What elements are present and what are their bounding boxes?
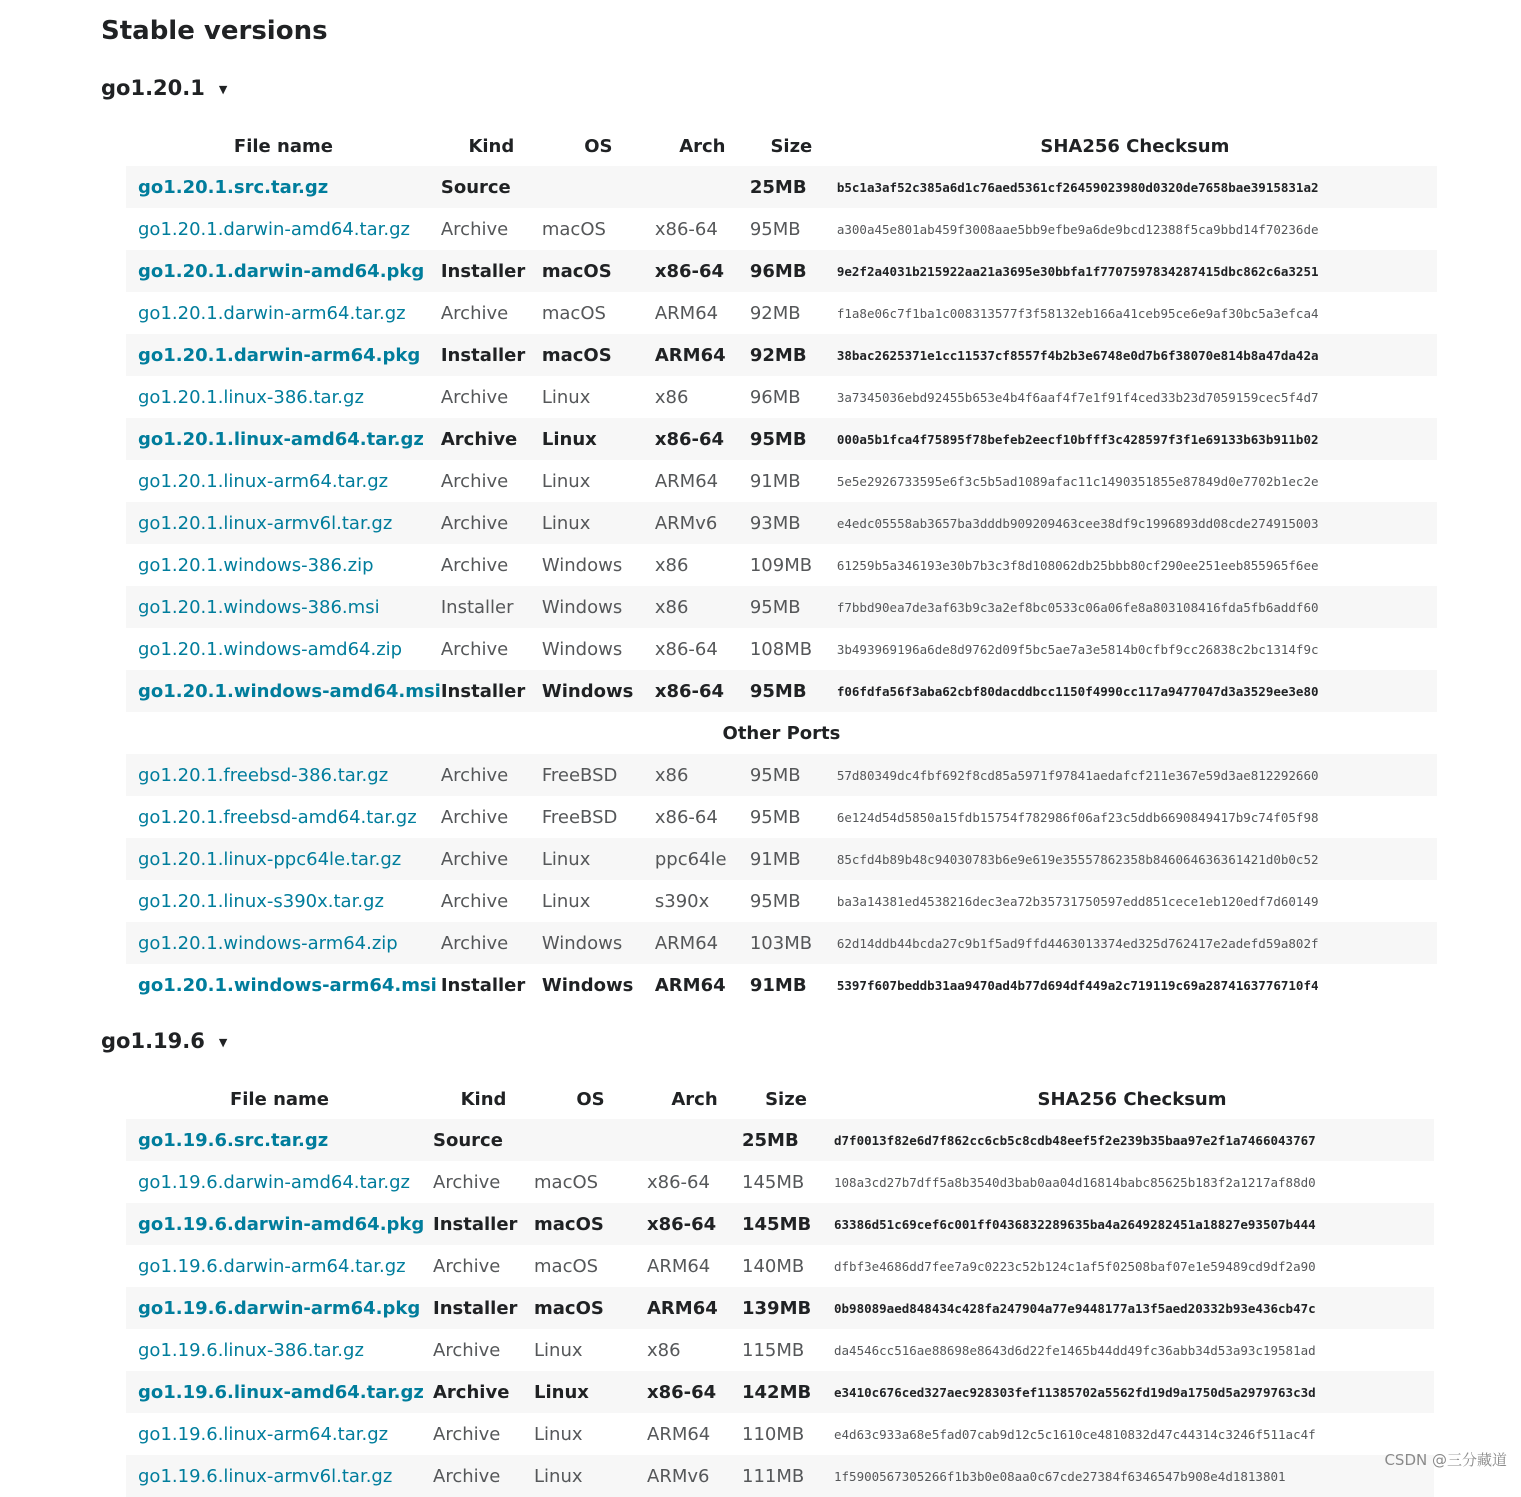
arch-cell: x86-64 <box>647 1203 742 1245</box>
table-row <box>126 1245 1434 1287</box>
kind-cell: Archive <box>441 922 542 964</box>
download-link[interactable]: go1.20.1.linux-amd64.tar.gz <box>138 428 424 450</box>
file-name-cell <box>126 1119 433 1161</box>
os-cell: Windows <box>542 670 655 712</box>
download-link[interactable]: go1.20.1.darwin-amd64.tar.gz <box>138 218 410 240</box>
download-link[interactable]: go1.19.6.src.tar.gz <box>138 1129 329 1151</box>
checksum-cell: da4546cc516ae88698e8643d6d22fe1465b44dd49fc36abb34d53a93c19581ad <box>834 1342 1316 1358</box>
download-link[interactable]: go1.20.1.linux-386.tar.gz <box>138 386 364 408</box>
table-row <box>126 292 1437 334</box>
file-name-cell <box>126 376 441 418</box>
file-name-cell <box>126 670 441 712</box>
download-link[interactable]: go1.20.1.darwin-arm64.pkg <box>138 344 421 366</box>
size-cell: 25MB <box>742 1119 830 1161</box>
download-link[interactable]: go1.20.1.linux-arm64.tar.gz <box>138 470 389 492</box>
arch-cell: ARM64 <box>654 302 719 324</box>
checksum-cell: 000a5b1fca4f75895f78befeb2eecf10bfff3c428597f3f1e69133b63b911b02 <box>833 418 1437 460</box>
version-label: go1.19.6 <box>101 1029 205 1053</box>
file-name-cell <box>126 628 441 670</box>
os-cell: macOS <box>542 250 655 292</box>
table-row <box>126 1161 1434 1203</box>
checksum-cell: 1f5900567305266f1b3b0e08aa0c67cde27384f6346547b908e4d1813801 <box>830 1455 1434 1497</box>
file-name-cell <box>126 1245 433 1287</box>
arch-cell: x86-64 <box>654 806 718 828</box>
col-kind: Kind <box>460 1088 507 1110</box>
table-row <box>126 502 1437 544</box>
size-cell: 108MB <box>749 638 813 660</box>
file-name-cell <box>126 250 441 292</box>
checksum-cell: ba3a14381ed4538216dec3ea72b35731750597edd851cece1eb120edf7d60149 <box>836 893 1319 909</box>
os-cell: Linux <box>534 1423 583 1445</box>
download-link[interactable]: go1.20.1.darwin-arm64.tar.gz <box>138 302 406 324</box>
table-row <box>126 964 1437 1006</box>
arch-cell: ARM64 <box>647 1287 742 1329</box>
kind-cell: Installer <box>433 1203 534 1245</box>
table-header-row <box>126 126 1437 166</box>
kind-cell: Installer <box>441 586 542 628</box>
size-cell: 96MB <box>750 250 833 292</box>
checksum-cell: d7f0013f82e6d7f862cc6cb5c8cdb48eef5f2e239b35baa97e2f1a7466043767 <box>830 1119 1434 1161</box>
kind-cell: Archive <box>433 1255 501 1277</box>
arch-cell: x86-64 <box>655 670 750 712</box>
os-cell: macOS <box>542 334 655 376</box>
checksum-cell: 108a3cd27b7dff5a8b3540d3bab0aa04d16814babc85625b183f2a1217af88d0 <box>834 1174 1316 1190</box>
size-cell: 95MB <box>749 890 801 912</box>
col-sha: SHA256 Checksum <box>1040 135 1230 157</box>
arch-cell <box>655 166 750 208</box>
os-cell: macOS <box>534 1171 599 1193</box>
download-link[interactable]: go1.20.1.windows-amd64.msi <box>138 680 441 702</box>
table-row <box>126 334 1437 376</box>
table-row <box>126 376 1437 418</box>
kind-cell: Archive <box>441 838 542 880</box>
os-cell: macOS <box>534 1287 647 1329</box>
arch-cell: x86-64 <box>647 1371 742 1413</box>
file-name-cell <box>126 292 441 334</box>
download-link[interactable]: go1.19.6.linux-armv6l.tar.gz <box>138 1465 393 1487</box>
kind-cell: Archive <box>440 890 509 912</box>
size-cell: 96MB <box>749 386 801 408</box>
checksum-cell: e4edc05558ab3657ba3dddb909209463cee38df9c1996893dd08cde274915003 <box>833 502 1437 544</box>
size-cell: 110MB <box>742 1423 805 1445</box>
checksum-cell: 5e5e2926733595e6f3c5b5ad1089afac11c1490351855e87849d0e7702b1ec2e <box>836 473 1319 489</box>
table-row <box>126 1371 1434 1413</box>
checksum-cell: 61259b5a346193e30b7b3c3f8d108062db25bbb80cf290ee251eeb855965f6ee <box>836 557 1319 573</box>
other-ports-section <box>126 712 1437 754</box>
file-name-cell <box>126 418 441 460</box>
table-row <box>126 1287 1434 1329</box>
arch-cell: x86 <box>655 586 750 628</box>
download-link[interactable]: go1.20.1.linux-armv6l.tar.gz <box>138 512 393 534</box>
size-cell: 145MB <box>742 1171 805 1193</box>
os-cell: macOS <box>534 1203 647 1245</box>
other-ports-body <box>126 754 1437 1006</box>
checksum-cell: 62d14ddb44bcda27c9b1f5ad9ffd4463013374ed325d762417e2adefd59a802f <box>833 922 1437 964</box>
kind-cell: Archive <box>440 554 509 576</box>
page-title: Stable versions <box>101 16 328 46</box>
arch-cell: x86-64 <box>654 638 718 660</box>
arch-cell: x86 <box>654 386 689 408</box>
arch-cell <box>647 1119 742 1161</box>
table-row <box>126 880 1437 922</box>
table-row <box>126 796 1437 838</box>
arch-cell: x86-64 <box>654 218 718 240</box>
col-size: Size <box>770 135 813 157</box>
table-row <box>126 586 1437 628</box>
os-cell: Linux <box>541 386 591 408</box>
table-row <box>126 1329 1434 1371</box>
kind-cell: Archive <box>440 806 509 828</box>
size-cell: 95MB <box>749 806 801 828</box>
col-os: OS <box>576 1088 605 1110</box>
file-name-cell <box>126 754 441 796</box>
os-cell: macOS <box>541 302 606 324</box>
os-cell: Linux <box>542 418 655 460</box>
table-row <box>126 670 1437 712</box>
download-link[interactable]: go1.20.1.freebsd-386.tar.gz <box>138 764 389 786</box>
size-cell: 92MB <box>749 302 801 324</box>
kind-cell: Installer <box>441 334 542 376</box>
os-cell <box>534 1119 647 1161</box>
table-body <box>126 166 1437 712</box>
arch-cell: ppc64le <box>655 838 750 880</box>
col-arch: Arch <box>671 1088 718 1110</box>
download-link[interactable]: go1.20.1.windows-386.msi <box>138 596 380 618</box>
checksum-cell: 0b98089aed848434c428fa247904a77e9448177a13f5aed20332b93e436cb47c <box>830 1287 1434 1329</box>
checksum-cell: 63386d51c69cef6c001ff0436832289635ba4a2649282451a18827e93507b444 <box>830 1203 1434 1245</box>
arch-cell: ARMv6 <box>655 502 750 544</box>
download-link[interactable]: go1.19.6.linux-amd64.tar.gz <box>138 1381 424 1403</box>
checksum-cell: 3b493969196a6de8d9762d09f5bc5ae7a3e5814b0cfbf9cc26838c2bc1314f9c <box>836 641 1319 657</box>
table-row <box>126 166 1437 208</box>
os-cell: Linux <box>534 1455 647 1497</box>
table-row <box>126 838 1437 880</box>
file-name-cell <box>126 334 441 376</box>
os-cell: Windows <box>541 638 623 660</box>
watermark: CSDN @三分藏道 <box>1384 1451 1507 1469</box>
kind-cell: Source <box>433 1119 534 1161</box>
table-row <box>126 922 1437 964</box>
arch-cell: x86 <box>654 554 689 576</box>
file-name-cell <box>126 208 441 250</box>
file-name-cell <box>126 922 441 964</box>
table-row <box>126 628 1437 670</box>
download-link[interactable]: go1.20.1.darwin-amd64.pkg <box>138 260 425 282</box>
size-cell: 115MB <box>742 1339 805 1361</box>
download-link[interactable]: go1.20.1.windows-386.zip <box>138 554 374 576</box>
download-link[interactable]: go1.20.1.windows-arm64.zip <box>138 932 398 954</box>
size-cell: 109MB <box>749 554 813 576</box>
col-os: OS <box>584 135 613 157</box>
kind-cell: Archive <box>440 218 509 240</box>
kind-cell: Archive <box>440 302 509 324</box>
table-row <box>126 1203 1434 1245</box>
table-row <box>126 418 1437 460</box>
os-cell: Windows <box>542 586 655 628</box>
kind-cell: Archive <box>440 386 509 408</box>
kind-cell: Archive <box>441 418 542 460</box>
arch-cell: x86-64 <box>655 250 750 292</box>
file-name-cell <box>126 1371 433 1413</box>
os-cell <box>542 166 655 208</box>
kind-cell: Archive <box>433 1339 501 1361</box>
file-name-cell <box>126 1455 433 1497</box>
size-cell: 139MB <box>742 1287 830 1329</box>
table-row <box>126 544 1437 586</box>
kind-cell: Installer <box>440 974 526 996</box>
file-name-cell <box>126 460 441 502</box>
size-cell: 91MB <box>749 470 801 492</box>
size-cell: 103MB <box>750 922 833 964</box>
file-name-cell <box>126 1161 433 1203</box>
other-ports-row <box>126 712 1437 754</box>
table-row <box>126 1455 1434 1497</box>
checksum-cell: f7bbd90ea7de3af63b9c3a2ef8bc0533c06a06fe8a803108416fda5fb6addf60 <box>833 586 1437 628</box>
download-link[interactable]: go1.20.1.windows-arm64.msi <box>138 974 437 996</box>
checksum-cell: dfbf3e4686dd7fee7a9c0223c52b124c1af5f02508baf07e1e59489cd9df2a90 <box>834 1258 1316 1274</box>
size-cell: 25MB <box>750 166 833 208</box>
arch-cell: x86-64 <box>647 1171 710 1193</box>
arch-cell: x86 <box>647 1339 681 1361</box>
size-cell: 95MB <box>750 586 833 628</box>
col-arch: Arch <box>679 135 726 157</box>
table-header-row <box>126 1079 1434 1119</box>
file-name-cell <box>126 544 441 586</box>
size-cell: 95MB <box>750 670 833 712</box>
file-name-cell <box>126 1413 433 1455</box>
size-cell: 142MB <box>742 1371 830 1413</box>
download-link[interactable]: go1.20.1.freebsd-amd64.tar.gz <box>138 806 417 828</box>
download-link[interactable]: go1.19.6.darwin-arm64.pkg <box>138 1297 421 1319</box>
checksum-cell: 38bac2625371e1cc11537cf8557f4b2b3e6748e0d7b6f38070e814b8a47da42a <box>833 334 1437 376</box>
checksum-cell: 57d80349dc4fbf692f8cd85a5971f97841aedafcf211e367e59d3ae812292660 <box>833 754 1437 796</box>
os-cell: Linux <box>542 838 655 880</box>
other-ports-label: Other Ports <box>126 712 1437 754</box>
table-row <box>126 208 1437 250</box>
kind-cell: Archive <box>433 1423 501 1445</box>
arch-cell: ARM64 <box>647 1423 711 1445</box>
checksum-cell: f06fdfa56f3aba62cbf80dacddbcc1150f4990cc117a9477047d3a3529ee3e80 <box>833 670 1437 712</box>
col-file-name: File name <box>229 1088 330 1110</box>
arch-cell: ARMv6 <box>647 1455 742 1497</box>
file-name-cell <box>126 838 441 880</box>
version-toggle-go1-19-6[interactable] <box>101 1029 227 1053</box>
arch-cell: ARM64 <box>647 1255 711 1277</box>
arch-cell: x86 <box>655 754 750 796</box>
download-link[interactable]: go1.19.6.linux-arm64.tar.gz <box>138 1423 389 1445</box>
arch-cell: x86-64 <box>655 418 750 460</box>
checksum-cell: 5397f607beddb31aa9470ad4b77d694df449a2c719119c69a2874163776710f4 <box>836 977 1319 993</box>
checksum-cell: e3410c676ced327aec928303fef11385702a5562fd19d9a1750d5a2979763c3d <box>830 1371 1434 1413</box>
os-cell: Linux <box>542 502 655 544</box>
checksum-cell: 85cfd4b89b48c94030783b6e9e619e35557862358b846064636361421d0b0c52 <box>833 838 1437 880</box>
downloads-table-go1-20-1 <box>126 126 1437 1006</box>
kind-cell: Archive <box>433 1171 501 1193</box>
kind-cell: Archive <box>441 754 542 796</box>
size-cell: 140MB <box>742 1255 805 1277</box>
checksum-cell: f1a8e06c7f1ba1c008313577f3f58132eb166a41ceb95ce6e9af30bc5a3efca4 <box>836 305 1319 321</box>
os-cell: Windows <box>541 554 623 576</box>
os-cell: Windows <box>542 922 655 964</box>
checksum-cell: a300a45e801ab459f3008aae5bb9efbe9a6de9bcd12388f5ca9bbd14f70236de <box>836 221 1319 237</box>
table-row <box>126 250 1437 292</box>
kind-cell: Installer <box>433 1287 534 1329</box>
size-cell: 91MB <box>749 974 807 996</box>
kind-cell: Archive <box>440 638 509 660</box>
col-kind: Kind <box>468 135 515 157</box>
downloads-table-go1-19-6 <box>126 1079 1434 1497</box>
size-cell: 111MB <box>742 1455 830 1497</box>
os-cell: Linux <box>541 890 591 912</box>
size-cell: 145MB <box>742 1203 830 1245</box>
os-cell: Linux <box>534 1371 647 1413</box>
kind-cell: Archive <box>440 470 509 492</box>
size-cell: 95MB <box>750 754 833 796</box>
col-size: Size <box>765 1088 807 1110</box>
kind-cell: Installer <box>441 250 542 292</box>
os-cell: FreeBSD <box>542 754 655 796</box>
os-cell: macOS <box>541 218 606 240</box>
file-name-cell <box>126 1203 433 1245</box>
download-link[interactable]: go1.19.6.darwin-arm64.tar.gz <box>138 1255 406 1277</box>
table-body <box>126 1119 1434 1497</box>
os-cell: Windows <box>541 974 634 996</box>
download-link[interactable]: go1.19.6.darwin-amd64.tar.gz <box>138 1171 410 1193</box>
file-name-cell <box>126 796 441 838</box>
os-cell: FreeBSD <box>541 806 618 828</box>
col-file-name: File name <box>233 135 333 157</box>
os-cell: macOS <box>534 1255 599 1277</box>
arch-cell: ARM64 <box>654 974 726 996</box>
version-label: go1.20.1 <box>101 76 205 100</box>
table-row <box>126 1119 1434 1161</box>
file-name-cell <box>126 586 441 628</box>
arch-cell: ARM64 <box>655 334 750 376</box>
kind-cell: Archive <box>433 1371 534 1413</box>
arch-cell: ARM64 <box>655 922 750 964</box>
os-cell: Linux <box>534 1339 583 1361</box>
caret-down-icon: ▼ <box>218 82 228 96</box>
version-toggle-go1-20-1[interactable] <box>101 76 227 100</box>
arch-cell: s390x <box>654 890 710 912</box>
download-link[interactable]: go1.19.6.linux-386.tar.gz <box>138 1339 364 1361</box>
file-name-cell <box>126 502 441 544</box>
file-name-cell <box>126 1287 433 1329</box>
size-cell: 92MB <box>750 334 833 376</box>
file-name-cell <box>126 1329 433 1371</box>
kind-cell: Archive <box>433 1455 534 1497</box>
col-sha: SHA256 Checksum <box>1037 1088 1227 1110</box>
file-name-cell <box>126 166 441 208</box>
download-link[interactable]: go1.20.1.windows-amd64.zip <box>138 638 403 660</box>
kind-cell: Source <box>441 166 542 208</box>
caret-down-icon: ▼ <box>218 1035 228 1049</box>
kind-cell: Installer <box>441 670 542 712</box>
size-cell: 95MB <box>750 418 833 460</box>
download-link[interactable]: go1.20.1.src.tar.gz <box>138 176 329 198</box>
size-cell: 93MB <box>750 502 833 544</box>
checksum-cell: 9e2f2a4031b215922aa21a3695e30bbfa1f7707597834287415dbc862c6a3251 <box>833 250 1437 292</box>
download-link[interactable]: go1.20.1.linux-ppc64le.tar.gz <box>138 848 402 870</box>
table-row <box>126 754 1437 796</box>
kind-cell: Archive <box>441 502 542 544</box>
checksum-cell: 6e124d54d5850a15fdb15754f782986f06af23c5ddb6690849417b9c74f05f98 <box>836 809 1319 825</box>
checksum-cell: 3a7345036ebd92455b653e4b4f6aaf4f7e1f91f4ced33b23d7059159cec5f4d7 <box>836 389 1319 405</box>
size-cell: 95MB <box>749 218 801 240</box>
table-row <box>126 460 1437 502</box>
file-name-cell <box>126 880 441 922</box>
table-row <box>126 1413 1434 1455</box>
download-link[interactable]: go1.19.6.darwin-amd64.pkg <box>138 1213 425 1235</box>
os-cell: Linux <box>541 470 591 492</box>
download-link[interactable]: go1.20.1.linux-s390x.tar.gz <box>138 890 384 912</box>
file-name-cell <box>126 964 441 1006</box>
arch-cell: ARM64 <box>654 470 719 492</box>
checksum-cell: e4d63c933a68e5fad07cab9d12c5c1610ce4810832d47c44314c3246f511ac4f <box>834 1426 1316 1442</box>
checksum-cell: b5c1a3af52c385a6d1c76aed5361cf26459023980d0320de7658bae3915831a2 <box>833 166 1437 208</box>
size-cell: 91MB <box>750 838 833 880</box>
